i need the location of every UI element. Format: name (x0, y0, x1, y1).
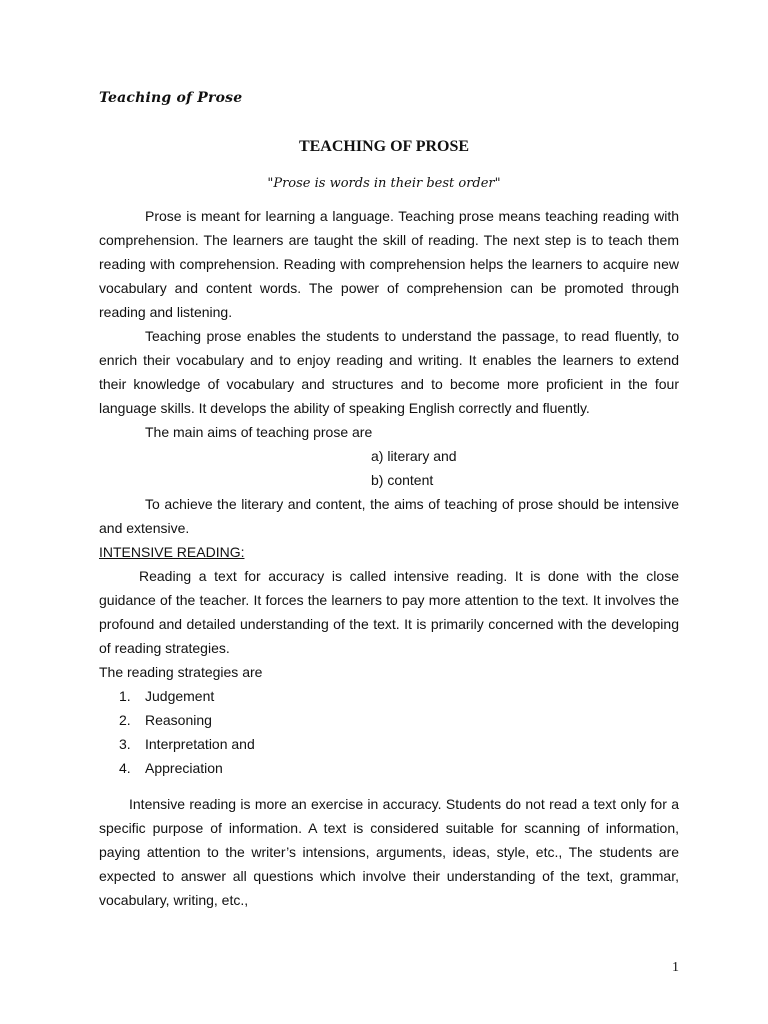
list-item-number: 3. (119, 736, 131, 752)
list-item (99, 684, 679, 708)
paragraph-intensive-closing: Intensive reading is more an exercise in accuracy. Students do not read a text only for a specific purpose of information. A text is considered suitable for scanning of information, paying attention to the writer’s intensions, arguments, ideas, style, etc., The students are expected to answer all questions which involve their understanding of the text, grammar, vocabulary, writing, etc., (99, 796, 679, 908)
list-item-number: 4. (119, 760, 131, 776)
paragraph-aims-lead: The main aims of teaching prose are (145, 424, 373, 440)
list-item-label: Reasoning (145, 712, 212, 728)
section-heading-intensive-reading: INTENSIVE READING: (99, 544, 245, 560)
strategies-list (99, 684, 679, 780)
page-title: TEACHING OF PROSE (298, 138, 470, 155)
list-item-number: 1. (119, 688, 131, 704)
list-item-number: 2. (119, 712, 131, 728)
spacer (99, 780, 679, 792)
aim-item: a) literary and (371, 448, 457, 464)
document-body (99, 204, 679, 912)
strategies-intro: The reading strategies are (99, 664, 263, 680)
page-number: 1 (672, 960, 679, 975)
running-header: Teaching of Prose (99, 90, 243, 106)
paragraph-intensive-reading: Reading a text for accuracy is called intensive reading. It is done with the close guidance of the teacher. It forces the learners to pay more attention to the text. It involves the profound and detailed understanding of the text. It is primarily concerned with the developing of reading strategies. (99, 568, 679, 656)
paragraph-benefits: Teaching prose enables the students to understand the passage, to read fluently, to enrich their vocabulary and to enjoy reading and writing. It enables the learners to extend their knowledge of vocabulary and structures and to become more proficient in the four language skills. It develops the ability of speaking English correctly and fluently. (99, 328, 679, 416)
list-item (99, 756, 679, 780)
list-item (99, 708, 679, 732)
paragraph-aims-conclusion: To achieve the literary and content, the aims of teaching of prose should be intensive and extensive. (99, 496, 679, 536)
list-item-label: Judgement (145, 688, 215, 704)
list-item (99, 732, 679, 756)
paragraph-intro: Prose is meant for learning a language. Teaching prose means teaching reading with comprehension. The learners are taught the skill of reading. The next step is to teach them reading with comprehension. Reading with comprehension helps the learners to acquire new vocabulary and content words. The power of comprehension can be promoted through reading and listening. (99, 208, 679, 320)
list-item-label: Appreciation (145, 760, 223, 776)
list-item-label: Interpretation and (145, 736, 255, 752)
aim-item: b) content (371, 472, 434, 488)
epigraph-quote: "Prose is words in their best order" (267, 176, 501, 191)
